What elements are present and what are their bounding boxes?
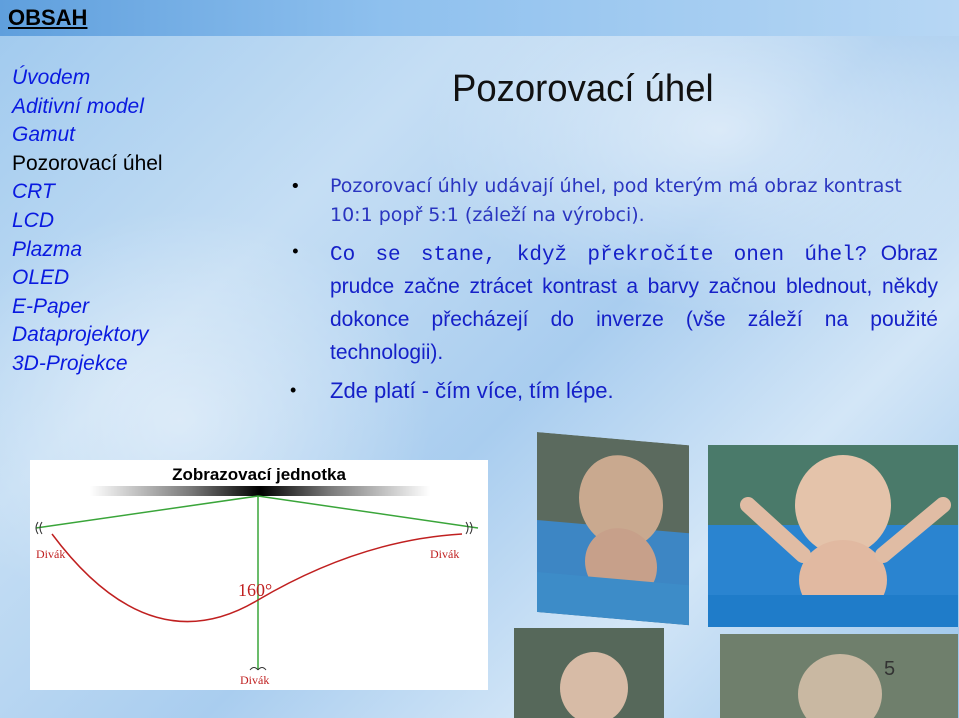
viewing-angle-diagram (30, 460, 488, 690)
nav-item-e-paper[interactable]: E-Paper (12, 294, 90, 318)
nav-item-gamut[interactable]: Gamut (12, 123, 76, 147)
bullet-more-is-better: • Zde platí - čím více, tím lépe. (290, 376, 938, 405)
nav-item-crt[interactable]: CRT (12, 180, 55, 204)
nav-item-lcd[interactable]: LCD (12, 208, 55, 232)
page-number: 5 (884, 658, 896, 680)
nav-item-uvodem[interactable]: Úvodem (12, 66, 91, 89)
baby-photo-frontal (708, 445, 958, 627)
view-line-left (36, 496, 258, 528)
nav-item-plazma[interactable]: Plazma (12, 237, 83, 261)
nav-item-dataprojektory[interactable]: Dataprojektory (12, 323, 149, 347)
eye-icon-right (466, 522, 472, 534)
bullet-viewing-angle-definition: • Pozorovací úhly udávají úhel, pod kterým má obraz kontrast 10:1 popř 5:1 (záleží na výrobci). (290, 172, 938, 230)
viewer-label-right: Divák (430, 547, 460, 561)
angle-label: 160° (238, 580, 273, 600)
nav-item-3d-projekce[interactable]: 3D-Projekce (12, 351, 128, 375)
slide-title: Pozorovací úhel (452, 68, 714, 110)
display-unit-bar (90, 486, 430, 496)
nav-item-aditivni-model[interactable]: Aditivní model (12, 94, 144, 118)
contents-link[interactable]: OBSAH (8, 5, 88, 30)
bullet-list (290, 172, 938, 405)
nav-item-pozorovaci-uhel[interactable]: Pozorovací úhel (12, 151, 163, 175)
bullet-exceeding-angle (290, 238, 938, 370)
baby-photo-angled-bottom-left (514, 628, 664, 718)
viewer-label-bottom: Divák (240, 673, 270, 687)
view-line-right (258, 496, 478, 528)
baby-photo-angled-bottom-right (720, 634, 958, 718)
angle-arc (52, 534, 462, 622)
sidebar-nav (12, 64, 163, 379)
baby-photo-angled-left (537, 432, 689, 625)
bullet-question: Co se stane, když překročíte onen úhel? (330, 244, 868, 267)
diagram-title: Zobrazovací jednotka (172, 465, 346, 484)
bullet-consequence: Obraz prudce začne ztrácet kontrast a barvy začnou blednout, někdy dokonce přecházejí do inverze (vše záleží na použité technologii). (330, 242, 938, 364)
top-bar (0, 0, 959, 36)
nav-item-oled[interactable]: OLED (12, 266, 70, 290)
viewer-label-left: Divák (36, 547, 66, 561)
